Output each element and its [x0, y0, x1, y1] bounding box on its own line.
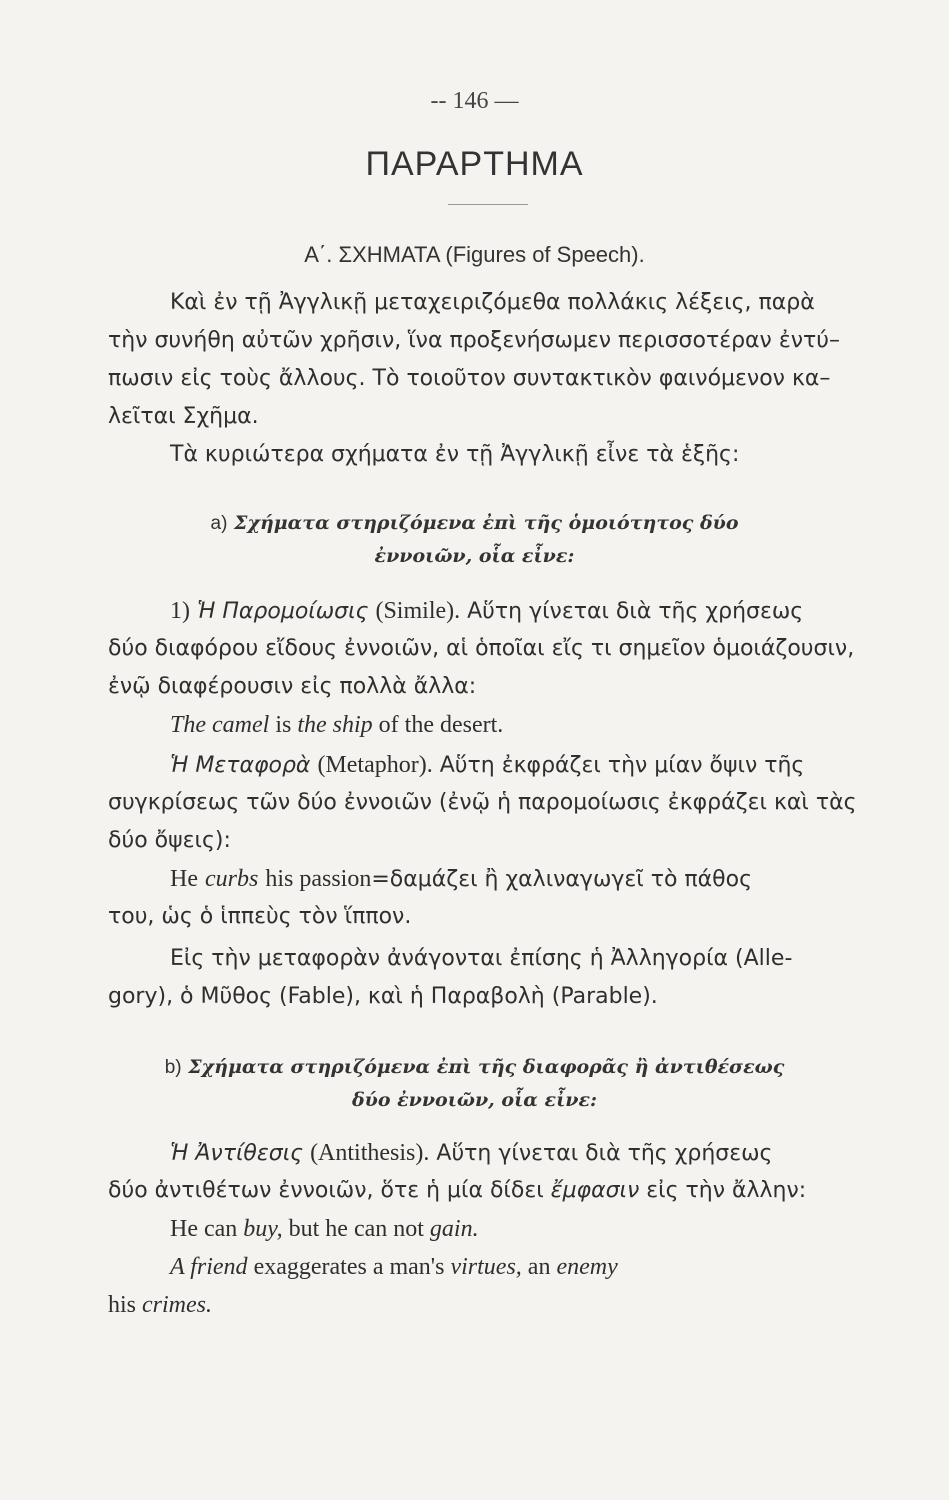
intro-line: Καὶ ἐν τῇ Ἀγγλικῇ μεταχειριζόμεθα πολλάκις λέξεις, παρὰ — [170, 290, 815, 315]
antithesis-example — [108, 1292, 868, 1319]
section-heading: Α΄. ΣΧΗΜΑΤΑ (Figures of Speech). — [304, 242, 645, 267]
subheading-b-marker: b) — [164, 1057, 182, 1078]
example-emphasis: the ship — [297, 712, 373, 738]
example-emphasis: A friend — [170, 1254, 248, 1280]
antithesis-text: Αὕτη γίνεται διὰ τῆς χρήσεως — [436, 1141, 773, 1166]
antithesis-term: Ἡ Ἀντίθεσις — [170, 1141, 304, 1166]
example-text: of the desert. — [378, 712, 504, 738]
antithesis-emphasis: ἔμφασιν — [550, 1178, 640, 1203]
metaphor-line: δύο ὄψεις): — [108, 828, 231, 853]
title-divider — [448, 204, 528, 205]
subheading-a-line2: ἐννοιῶν, οἷα εἶνε: — [374, 545, 575, 567]
example-emphasis: The camel — [170, 712, 270, 738]
antithesis-text: εἰς τὴν ἄλλην: — [646, 1178, 807, 1203]
simile-number: 1) — [170, 598, 190, 624]
subheading-b-text: Σχήματα στηριζόμενα ἐπὶ τῆς διαφορᾶς ἢ ἀντιθέσεως — [188, 1056, 785, 1078]
subheading-b — [0, 1056, 949, 1079]
simile-line: δύο διαφόρου εἴδους ἐννοιῶν, αἱ ὁποῖαι εἴς τι σημεῖον ὁμοιάζουσιν, — [108, 636, 855, 661]
page-number: -- 146 — — [430, 88, 519, 114]
intro-line: τὴν συνήθη αὐτῶν χρῆσιν, ἵνα προξενήσωμεν περισσοτέραν ἐντύ– — [108, 328, 840, 353]
antithesis-example — [170, 1216, 930, 1243]
metaphor-text: Αὕτη ἐκφράζει τὴν μίαν ὄψιν τῆς — [439, 753, 805, 778]
metaphor-term: Ἡ Μεταφορὰ — [170, 753, 311, 778]
simile-english: (Simile). — [375, 598, 461, 624]
example-text: He — [170, 866, 198, 892]
example-text: but he can not — [288, 1216, 424, 1242]
antithesis-english: (Antithesis). — [310, 1140, 430, 1166]
metaphor-example — [170, 866, 930, 893]
example-text: He can — [170, 1216, 238, 1242]
simile-example — [170, 712, 930, 739]
example-text: exaggerates a man's — [253, 1254, 445, 1280]
intro-line: πωσιν εἰς τοὺς ἄλλους. Τὸ τοιοῦτον συντακτικὸν φαινόμενον κα– — [108, 366, 831, 391]
example-emphasis: enemy — [556, 1254, 618, 1280]
example-text: is — [275, 712, 292, 738]
subheading-a-marker: a) — [210, 513, 228, 534]
allegory-line: gory), ὁ Μῦθος (Fable), καὶ ἡ Παραβολὴ (Parable). — [108, 984, 658, 1009]
antithesis-text: δύο ἀντιθέτων ἐννοιῶν, ὅτε ἡ μία δίδει — [108, 1178, 544, 1203]
antithesis-example — [170, 1254, 930, 1281]
metaphor-english: (Metaphor). — [317, 752, 433, 778]
antithesis-line — [170, 1140, 870, 1167]
example-emphasis: crimes. — [142, 1292, 212, 1318]
intro-line: λεῖται Σχῆμα. — [108, 404, 259, 429]
example-text: his — [108, 1292, 137, 1318]
intro-line: Τὰ κυριώτερα σχήματα ἐν τῇ Ἀγγλικῇ εἶνε τὰ ἑξῆς: — [170, 442, 740, 467]
allegory-line: Εἰς τὴν μεταφορὰν ἀνάγονται ἐπίσης ἡ Ἀλληγορία (Alle- — [170, 946, 793, 971]
simile-line: ἐνῷ διαφέρουσιν εἰς πολλὰ ἄλλα: — [108, 674, 477, 699]
example-translation: =δαμάζει ἢ χαλιναγωγεῖ τὸ πάθος — [371, 867, 753, 892]
metaphor-line: συγκρίσεως τῶν δύο ἐννοιῶν (ἐνῷ ἡ παρομοίωσις ἐκφράζει καὶ τὰς — [108, 790, 857, 815]
metaphor-example: του, ὡς ὁ ἱππεὺς τὸν ἵππον. — [108, 904, 412, 929]
metaphor-line — [170, 752, 870, 779]
simile-text: Αὕτη γίνεται διὰ τῆς χρήσεως — [467, 599, 804, 624]
subheading-b-line2: δύο ἐννοιῶν, οἷα εἶνε: — [351, 1089, 598, 1111]
example-emphasis: virtues, — [450, 1254, 522, 1280]
example-emphasis: gain. — [429, 1216, 479, 1242]
simile-term: Ἡ Παρομοίωσις — [197, 599, 369, 624]
page-title: ΠΑΡΑΡΤΗΜΑ — [365, 145, 584, 183]
example-emphasis: buy, — [243, 1216, 283, 1242]
antithesis-line — [108, 1178, 868, 1203]
subheading-a-text: Σχήματα στηριζόμενα ἐπὶ τῆς ὁμοιότητος δύο — [234, 512, 739, 534]
subheading-a — [0, 512, 949, 535]
example-text: his passion — [265, 866, 372, 892]
example-text: an — [527, 1254, 551, 1280]
simile-line — [170, 598, 870, 625]
example-emphasis: curbs — [204, 866, 259, 892]
